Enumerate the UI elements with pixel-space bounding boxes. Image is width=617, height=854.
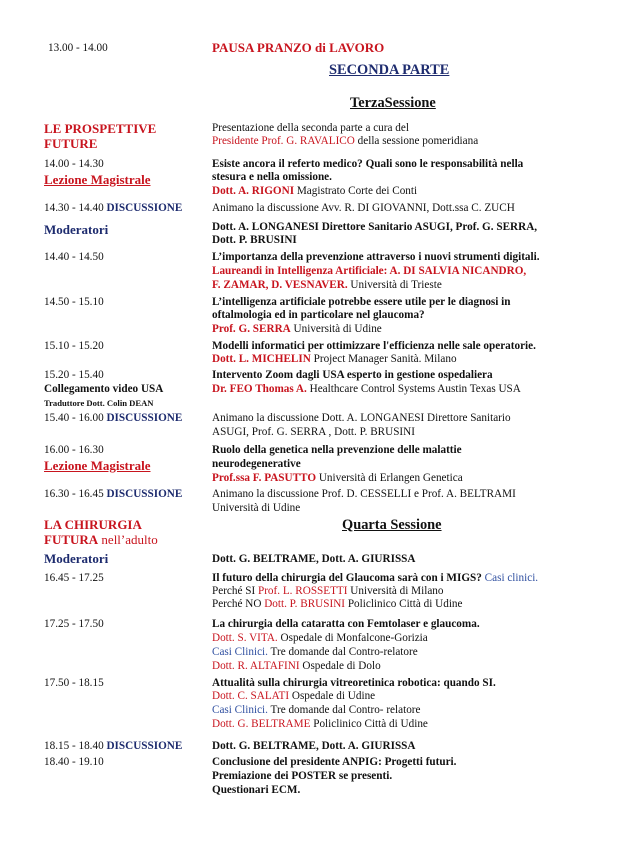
s3-r2-time-text: 14.30 - 14.40: [44, 202, 104, 214]
s4-r3-speaker: [212, 690, 375, 704]
s3-r9-time-text: 16.30 - 16.45: [44, 488, 104, 500]
s3-mod-line2: Dott. P. BRUSINI: [212, 234, 297, 246]
s4-title-line1: LA CHIRURGIA: [44, 517, 142, 532]
s3-r3-aff: Università di Trieste: [347, 279, 442, 291]
s3-mod-label: Moderatori: [44, 222, 109, 237]
s3-r5-speaker: [212, 353, 457, 367]
s3-president: Presidente Prof. G. RAVALICO: [212, 135, 355, 147]
s4-r4-time: [44, 740, 182, 754]
s3-intro-rest: della sessione pomeridiana: [354, 135, 479, 147]
s3-r8-time: 16.00 - 16.30: [44, 444, 104, 456]
s4-r2-casi-text: Tre domande dal Contro-relatore: [267, 646, 418, 658]
s4-r1-si: [212, 585, 444, 599]
s3-r7-text1: Animano la discussione Dott. A. LONGANESI Direttore Sanitario: [212, 412, 511, 424]
s3-title-line2: FUTURE: [44, 136, 98, 151]
s3-intro-line2: [212, 135, 478, 149]
s3-r4-title1: L’intelligenza artificiale potrebbe essere utile per le diagnosi in: [212, 296, 511, 308]
s3-r9-time: [44, 488, 182, 502]
s4-r3-time: 17.50 - 18.15: [44, 677, 104, 689]
s4-r5-line3: Questionari ECM.: [212, 784, 301, 796]
s4-r1-casi: Casi clinici.: [481, 572, 539, 584]
s4-r3-casi: [212, 704, 421, 718]
s4-r2-casi: [212, 646, 418, 660]
s3-r5-aff: Project Manager Sanità. Milano: [310, 353, 457, 365]
s3-r2-disc: DISCUSSIONE: [106, 202, 183, 214]
s3-r1-speaker: [212, 185, 417, 199]
s4-r3-casi-text: Tre domande dal Contro- relatore: [267, 704, 421, 716]
s3-r1-lezione: Lezione Magistrale: [44, 172, 151, 187]
s3-r7-time: [44, 412, 182, 426]
s3-r7-disc: DISCUSSIONE: [106, 412, 183, 424]
s4-r5-time: 18.40 - 19.10: [44, 756, 104, 768]
s3-r8-title1: Ruolo della genetica nella prevenzione delle malattie: [212, 444, 462, 456]
s4-r3-title: Attualità sulla chirurgia vitreoretinica robotica: quando SI.: [212, 677, 496, 689]
s3-r6-translator: Traduttore Dott. Colin DEAN: [44, 398, 154, 408]
s4-r1-title-text: Il futuro della chirurgia del Glaucoma sarà con i MIGS?: [212, 572, 482, 584]
s4-r2-contro-name: Dott. R. ALTAFINI: [212, 660, 300, 672]
s4-mod-names: Dott. G. BELTRAME, Dott. A. GIURISSA: [212, 553, 416, 565]
s3-r9-text2: Università di Udine: [212, 502, 301, 514]
session3-title: TerzaSessione: [350, 95, 436, 111]
s3-r7-time-text: 15.40 - 16.00: [44, 412, 104, 424]
s3-r4-speaker: [212, 323, 382, 337]
s3-r6-time: 15.20 - 15.40: [44, 369, 104, 381]
s3-r6-speaker-name: Dr. FEO Thomas A.: [212, 383, 307, 395]
s4-r1-title: [212, 572, 538, 586]
s3-r1-speaker-aff: Magistrato Corte dei Conti: [294, 185, 418, 197]
s4-r1-time: 16.45 - 17.25: [44, 572, 104, 584]
s3-r1-title1: Esiste ancora il referto medico? Quali sono le responsabilità nella: [212, 158, 524, 170]
s4-r3-casi-label: Casi Clinici.: [212, 704, 268, 716]
s4-r1-no: [212, 598, 463, 612]
s4-r1-no-label: Perché NO: [212, 598, 262, 610]
s4-r1-si-name: Prof. L. ROSSETTI: [255, 585, 348, 597]
s4-r3-speaker-aff: Ospedale di Udine: [289, 690, 376, 702]
s3-r8-title2: neurodegenerative: [212, 458, 301, 470]
s4-r3-contro: [212, 718, 428, 732]
s4-title-futura: FUTURA: [44, 532, 99, 547]
s4-r4-time-text: 18.15 - 18.40: [44, 740, 104, 752]
s4-r2-speaker: [212, 632, 428, 646]
s3-r6-aff: Healthcare Control Systems Austin Texas USA: [306, 383, 521, 395]
s3-r2-text: Animano la discussione Avv. R. DI GIOVANNI, Dott.ssa C. ZUCH: [212, 202, 515, 214]
s3-r3-speakers2: [212, 279, 442, 293]
s4-r2-time: 17.25 - 17.50: [44, 618, 104, 630]
s3-r7-text2: ASUGI, Prof. G. SERRA , Dott. P. BRUSINI: [212, 426, 415, 438]
s3-r9-disc: DISCUSSIONE: [106, 488, 183, 500]
s3-r3-speakers1: Laureandi in Intelligenza Artificiale: A. DI SALVIA NICANDRO,: [212, 265, 527, 277]
session4-title: Quarta Sessione: [342, 517, 442, 533]
s4-mod-label: Moderatori: [44, 551, 109, 566]
s4-r3-speaker-name: Dott. C. SALATI: [212, 690, 290, 702]
s3-r8-speaker: [212, 472, 463, 486]
s4-r2-casi-label: Casi Clinici.: [212, 646, 268, 658]
lunch-time: 13.00 - 14.00: [48, 42, 108, 54]
s4-r4-text: Dott. G. BELTRAME, Dott. A. GIURISSA: [212, 740, 416, 752]
s4-title-line2: [44, 533, 158, 547]
s4-r1-si-aff: Università di Milano: [347, 585, 444, 597]
s4-r3-contro-aff: Policlinico Città di Udine: [310, 718, 428, 730]
s3-intro-line1: Presentazione della seconda parte a cura del: [212, 122, 409, 134]
s4-r4-disc: DISCUSSIONE: [106, 740, 183, 752]
s3-r3-title: L’importanza della prevenzione attraverso i nuovi strumenti digitali.: [212, 251, 540, 263]
s3-mod-line1: Dott. A. LONGANESI Direttore Sanitario ASUGI, Prof. G. SERRA,: [212, 221, 538, 233]
s3-r8-lezione: Lezione Magistrale: [44, 458, 151, 473]
s3-r3-time: 14.40 - 14.50: [44, 251, 104, 263]
s3-r8-speaker-name: Prof.ssa F. PASUTTO: [212, 472, 317, 484]
s4-r2-title: La chirurgia della cataratta con Femtolaser e glaucoma.: [212, 618, 480, 630]
s4-r3-contro-name: Dott. G. BELTRAME: [212, 718, 311, 730]
s3-r4-aff: Università di Udine: [290, 323, 382, 335]
s4-r1-si-label: Perché SI: [212, 585, 256, 597]
s3-r8-aff: Università di Erlangen Genetica: [316, 472, 463, 484]
s3-r6-title: Intervento Zoom dagli USA esperto in gestione ospedaliera: [212, 369, 493, 381]
s4-r5-line1: Conclusione del presidente ANPIG: Progetti futuri.: [212, 756, 457, 768]
part-title: SECONDA PARTE: [329, 62, 450, 78]
s3-r6-label: Collegamento video USA: [44, 383, 164, 395]
s4-r2-speaker-name: Dott. S. VITA.: [212, 632, 278, 644]
s3-r2-time: [44, 202, 182, 216]
lunch-title: PAUSA PRANZO di LAVORO: [212, 40, 385, 55]
s4-r2-contro: [212, 660, 381, 674]
s4-r2-contro-aff: Ospedale di Dolo: [299, 660, 381, 672]
s3-r5-speaker-name: Dott. L. MICHELIN: [212, 353, 311, 365]
s3-r6-speaker: [212, 383, 521, 397]
s4-r5-line2: Premiazione dei POSTER se presenti.: [212, 770, 393, 782]
s4-title-adulto: nell’adulto: [98, 532, 158, 547]
s4-r2-speaker-aff: Ospedale di Monfalcone-Gorizia: [277, 632, 428, 644]
s3-title-line1: LE PROSPETTIVE: [44, 121, 157, 136]
s4-r1-no-name: Dott. P. BRUSINI: [261, 598, 346, 610]
s3-r1-title2: stesura e nella omissione.: [212, 171, 332, 183]
s3-r4-time: 14.50 - 15.10: [44, 296, 104, 308]
s3-r5-title: Modelli informatici per ottimizzare l'efficienza nelle sale operatorie.: [212, 340, 536, 352]
s3-r1-speaker-name: Dott. A. RIGONI: [212, 185, 295, 197]
s3-r5-time: 15.10 - 15.20: [44, 340, 104, 352]
s4-r1-no-aff: Policlinico Città di Udine: [345, 598, 463, 610]
s3-r4-title2: oftalmologia ed in particolare nel glaucoma?: [212, 309, 425, 321]
s3-r4-speaker-name: Prof. G. SERRA: [212, 323, 291, 335]
s3-r9-text1: Animano la discussione Prof. D. CESSELLI e Prof. A. BELTRAMI: [212, 488, 516, 500]
s3-r3-speakers2-names: F. ZAMAR, D. VESNAVER.: [212, 279, 348, 291]
s3-r1-time: 14.00 - 14.30: [44, 158, 104, 170]
